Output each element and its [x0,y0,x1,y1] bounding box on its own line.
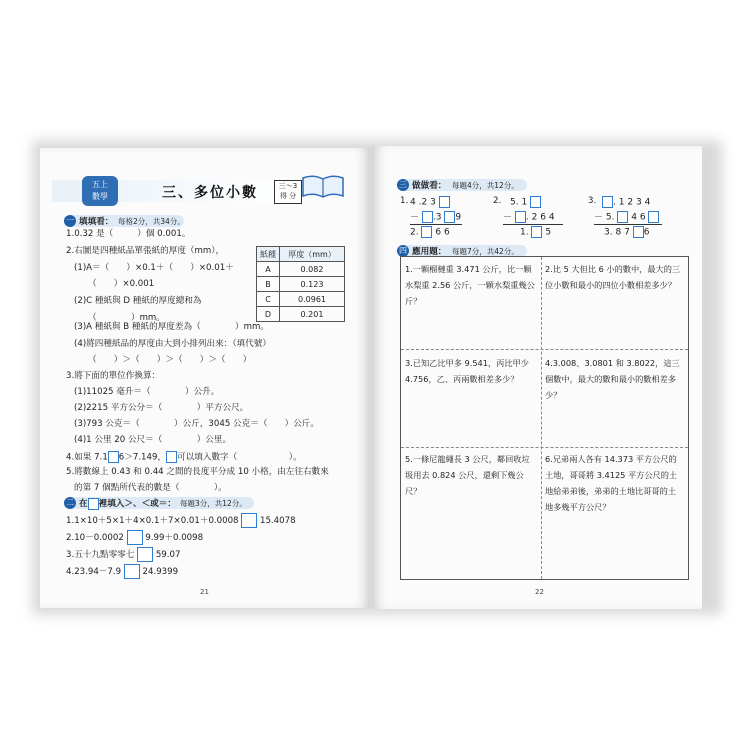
calc-3-row1 [602,196,650,209]
compare-2 [66,530,203,545]
q4-pre: 4.如果 7.1 [66,452,108,463]
digit: 2 [531,212,538,223]
table-cell: 0.123 [280,277,345,292]
compare-3 [66,547,180,562]
digit-box[interactable] [531,226,542,238]
calc-1-row3 [410,226,450,239]
section-2-note: 每題3分，共12分。 [180,499,247,508]
application-grid [400,256,689,580]
grid-divider-horizontal [401,349,688,350]
q3-line: 3.將下面的單位作換算： [66,371,161,381]
calc-3-label: 3. [588,196,597,206]
digit: 1 [520,227,526,238]
q5-l1: 5.將數線上 0.43 和 0.44 之間的長度平分成 10 小格，由左往右數來 [66,467,329,477]
digit-box[interactable] [422,211,433,223]
digit: 5 [545,227,552,238]
digit: 2 [627,197,634,208]
section-2-title-a: 在 [79,499,88,509]
compare-box[interactable] [137,547,153,562]
section-1-title: 填填看： [79,217,114,227]
digit: . [611,212,615,223]
q1 [66,229,190,240]
app-question-6: 6.兄弟兩人各有 14.373 平方公尺的土地，哥哥將 3.4125 平方公尺的土地給弟弟後，弟弟的土地比哥哥的土地多幾平方公尺？ [545,454,678,512]
digit: 3 [430,197,436,208]
open-book-icon [300,172,346,200]
section-4-title: 應用題： [412,247,447,257]
calc-2-row3 [520,226,551,239]
section-2-title-b: 裡填入＞、＜或＝： [98,499,176,509]
digit: 6 [435,227,442,238]
calc-2-row1 [510,196,541,209]
digit: 4 [410,197,416,208]
compare-right: 9.99＋0.0098 [145,533,204,543]
calc-3-line [594,224,662,225]
q1-pre: 1.0.32 是（ [66,229,114,239]
digit: . [525,227,529,238]
compare-right: 59.07 [155,550,181,560]
q3-a: (1)11025 毫升＝（ ）公升。 [74,387,220,397]
section-3-number: 三 [399,180,407,189]
compare-box[interactable] [241,513,257,528]
grid-divider-vertical [541,257,542,579]
compare-left: 3.五十九點零零七 [66,550,135,560]
digit: 7 [624,227,630,238]
digit: － [594,212,604,223]
digit: 1 [521,197,528,208]
table-cell: 0.082 [280,262,345,277]
app-question-1: 1.一顆榴槤重 3.471 公斤，比一顆水梨重 2.56 公斤，一顆水梨重幾公斤？ [405,264,535,306]
digit: 6 [540,212,546,223]
digit: 3 [604,227,610,238]
digit-box[interactable] [633,226,644,238]
table-header: 厚度（mm） [280,247,345,262]
app-question-5: 5.一條尼龍繩長 3 公尺，鄰回收垃圾用去 0.824 公尺，還剩下幾公尺？ [405,454,530,496]
digit: . [609,227,613,238]
table-row [257,307,345,322]
digit-box[interactable] [421,226,432,238]
compare-left: 1.1×10＋5×1＋4×0.1＋7×0.01＋0.0008 [66,516,239,526]
page-title: 三、多位小數 [162,185,258,201]
digit-box[interactable] [602,196,613,208]
digit: 4 [631,212,637,223]
digit: 5 [605,212,612,223]
digit-box[interactable] [617,211,628,223]
digit: 6 [639,212,646,223]
digit: 2 [410,227,416,238]
digit-box[interactable] [648,211,659,223]
digit: . [432,212,436,223]
q4 [66,451,302,464]
box-icon [88,498,99,510]
digit-box[interactable] [444,211,455,223]
q2-a1: (1)A＝（ ）×0.1＋（ ）×0.01＋ [74,263,234,273]
q3-d: (4)1 公里 20 公尺＝（ ）公里。 [74,435,232,445]
q2-d2: （ ）＞（ ）＞（ ）＞（ ） [88,355,252,365]
thickness-table [256,246,345,322]
q3-b: (2)2215 平方公分＝（ ）平方公尺。 [74,403,249,413]
calc-2-label: 2. [493,196,502,206]
digit: 2 [421,197,428,208]
compare-box[interactable] [124,564,140,579]
badge-line-1: 五上 [92,180,108,189]
table-row [257,292,345,307]
page-number-right: 22 [535,588,544,596]
digit: 5 [510,197,516,208]
q3-c: (3)793 公克＝（ ）公斤，3045 公克＝（ ）公斤。 [74,419,319,429]
compare-left: 4.23.94－7.9 [66,567,122,577]
digit: 6 [443,227,450,238]
section-2-title [79,497,176,510]
badge-line-2: 數學 [92,192,108,201]
score-label-2: 得 分 [279,192,297,200]
section-3-note: 每題4分，共12分。 [452,181,519,190]
compare-4 [66,564,178,579]
calc-1-row1 [410,196,450,209]
table-row [257,277,345,292]
table-cell: B [257,277,280,292]
digit: 9 [455,212,462,223]
digit: . [415,227,419,238]
digit-box[interactable] [515,211,526,223]
grid-divider-horizontal [401,447,688,448]
table-cell: 0.201 [280,307,345,322]
digit: 4 [548,212,555,223]
q1-post: ）個 0.001。 [137,229,191,239]
app-question-3: 3.已知乙比甲多 9.541，丙比甲少 4.756，乙、丙兩數相差多少？ [405,358,529,384]
calc-3-row3 [604,226,649,239]
compare-right: 24.9399 [142,567,179,577]
calc-2-line [503,224,563,225]
compare-box[interactable] [127,530,143,545]
table-header: 紙種 [257,247,280,262]
calc-1-label: 1. [400,196,409,206]
table-cell: C [257,292,280,307]
digit-box[interactable] [439,196,450,208]
app-question-2: 2.比 5 大但比 6 小的數中，最大的三位小數和最小的四位小數相差多少？ [545,264,681,290]
score-box [274,180,302,204]
digit: 3 [435,212,442,223]
answer-box[interactable] [108,451,119,463]
q2-d1: (4)將四種紙品的厚度由大到小排列出來：（填代號） [74,339,271,349]
section-3-title: 做做看： [412,181,447,191]
q2-line1: 2.右圖是四種紙品單張紙的厚度（mm）， [66,246,225,256]
score-label-1: 三～3 [278,182,298,190]
calc-1-line [410,224,462,225]
compare-right: 15.4078 [260,516,296,526]
q2-b1: (2)C 種紙與 D 種紙的厚度總和為 [74,296,202,306]
table-header-row [257,247,345,262]
digit: 6 [643,227,650,238]
section-2-number: 二 [66,498,74,507]
digit: . [418,197,422,208]
table-cell: A [257,262,280,277]
digit: . [515,197,519,208]
digit: － [503,212,513,223]
digit: 1 [618,197,625,208]
q4-mid: 6＞7.149， [118,452,167,463]
calc-2-row2: － . 2 6 4 [503,212,555,223]
compare-left: 2.10－0.0002 [66,533,124,543]
table-cell: D [257,307,280,322]
calc-3-row2 [594,211,659,224]
digit: 3 [635,197,642,208]
digit-box[interactable] [530,196,541,208]
app-question-4: 4.3.008、3.0801 和 3.8022，這三個數中，最大的數和最小的數相差多少？ [545,358,680,400]
q4-post: 可以填入數字（ ）。 [177,452,302,463]
compare-1 [66,513,296,528]
section-4-note: 每題7分，共42分。 [452,247,519,256]
section-1-number: 一 [66,216,74,225]
digit: 4 [644,197,651,208]
section-1-note: 每格2分，共34分。 [118,217,185,226]
digit: － [410,212,420,223]
q2-c: (3)A 種紙與 B 種紙的厚度差為（ ）mm。 [74,322,269,332]
table-row [257,262,345,277]
calc-1-row2 [410,211,461,224]
page-number-left: 21 [200,588,209,596]
answer-box[interactable] [166,451,177,463]
q2-a2: （ ）×0.001 [88,279,155,289]
subject-badge [82,176,118,206]
section-4-number: 四 [399,246,407,255]
digit: . [613,197,616,208]
q5-l2: 的第 7 個點所代表的數是（ ）。 [74,483,227,493]
digit: 8 [615,227,622,238]
table-cell: 0.0961 [280,292,345,307]
q2-b2: （ ）mm。 [88,313,165,323]
